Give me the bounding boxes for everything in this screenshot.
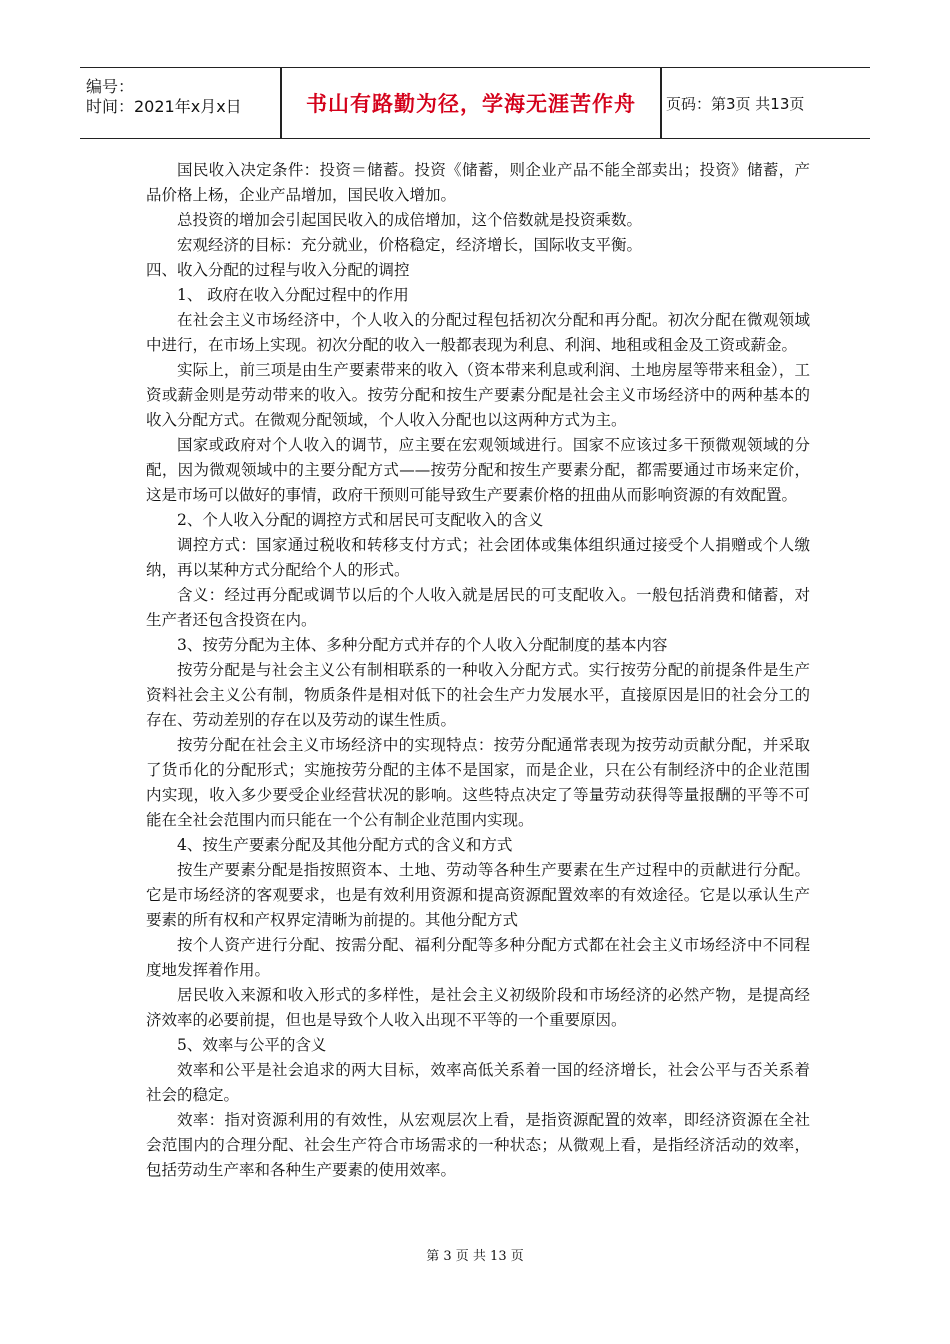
header-meta bbox=[80, 68, 280, 138]
paragraph: 调控方式：国家通过税收和转移支付方式；社会团体或集体组织通过接受个人捐赠或个人缴纳，再以某种方式分配给个人的形式。 bbox=[146, 536, 810, 579]
page-header bbox=[80, 67, 870, 139]
paragraph: 含义：经过再分配或调节以后的个人收入就是居民的可支配收入。一般包括消费和储蓄，对生产者还包含投资在内。 bbox=[146, 586, 810, 629]
paragraph: 4、按生产要素分配及其他分配方式的含义和方式 bbox=[177, 836, 513, 854]
header-motto: 书山有路勤为径，学海无涯苦作舟 bbox=[306, 92, 636, 116]
paragraph: 3、按劳分配为主体、多种分配方式并存的个人收入分配制度的基本内容 bbox=[177, 636, 668, 654]
paragraph: 按生产要素分配是指按照资本、土地、劳动等各种生产要素在生产过程中的贡献进行分配。它是市场经济的客观要求，也是有效利用资源和提高资源配置效率的有效途径。它是以承认生产要素的所有权和产权界定清晰为前提的。其他分配方式 bbox=[146, 861, 810, 929]
paragraph: 按劳分配是与社会主义公有制相联系的一种收入分配方式。实行按劳分配的前提条件是生产资料社会主义公有制，物质条件是相对低下的社会生产力发展水平，直接原因是旧的社会分工的存在、劳动差别的存在以及劳动的谋生性质。 bbox=[146, 661, 810, 729]
paragraph: 国民收入决定条件：投资＝储蓄。投资《储蓄，则企业产品不能全部卖出；投资》储蓄，产品价格上杨，企业产品增加，国民收入增加。 bbox=[146, 161, 810, 204]
paragraph: 宏观经济的目标：充分就业，价格稳定，经济增长，国际收支平衡。 bbox=[177, 236, 643, 254]
paragraph: 按劳分配在社会主义市场经济中的实现特点：按劳分配通常表现为按劳动贡献分配，并采取了货币化的分配形式；实施按劳分配的主体不是国家，而是企业，只在公有制经济中的企业范围内实现，收入多少要受企业经营状况的影响。这些特点决定了等量劳动获得等量报酬的平等不可能在全社会范围内而只能在一个公有制企业范围内实现。 bbox=[146, 736, 810, 829]
paragraph: 总投资的增加会引起国民收入的成倍增加，这个倍数就是投资乘数。 bbox=[177, 211, 643, 229]
paragraph: 四、收入分配的过程与收入分配的调控 bbox=[146, 261, 410, 279]
paragraph: 效率：指对资源利用的有效性，从宏观层次上看，是指资源配置的效率，即经济资源在全社会范围内的合理分配、社会生产符合市场需求的一种状态；从微观上看，是指经济活动的效率，包括劳动生产率和各种生产要素的使用效率。 bbox=[146, 1111, 810, 1179]
document-body bbox=[146, 158, 810, 1183]
document-number-label: 编号： bbox=[86, 77, 135, 96]
header-page-info: 页码：第3页 共13页 bbox=[666, 94, 805, 113]
document-date: 时间：2021年x月x日 bbox=[86, 97, 242, 116]
page-footer: 第 3 页 共 13 页 bbox=[426, 1249, 524, 1264]
paragraph: 按个人资产进行分配、按需分配、福利分配等多种分配方式都在社会主义市场经济中不同程度地发挥着作用。 bbox=[146, 936, 810, 979]
paragraph: 居民收入来源和收入形式的多样性，是社会主义初级阶段和市场经济的必然产物，是提高经济效率的必要前提，但也是导致个人收入出现不平等的一个重要原因。 bbox=[146, 986, 810, 1029]
paragraph: 2、个人收入分配的调控方式和居民可支配收入的含义 bbox=[177, 511, 544, 529]
paragraph: 在社会主义市场经济中，个人收入的分配过程包括初次分配和再分配。初次分配在微观领域中进行，在市场上实现。初次分配的收入一般都表现为利息、利润、地租或租金及工资或薪金。 bbox=[146, 311, 810, 354]
paragraph: 5、效率与公平的含义 bbox=[177, 1036, 327, 1054]
paragraph: 实际上，前三项是由生产要素带来的收入（资本带来利息或利润、土地房屋等带来租金），工资或薪金则是劳动带来的收入。按劳分配和按生产要素分配是社会主义市场经济中的两种基本的收入分配方式。在微观分配领域，个人收入分配也以这两种方式为主。 bbox=[146, 361, 810, 429]
paragraph: 国家或政府对个人收入的调节，应主要在宏观领域进行。国家不应该过多干预微观领域的分配，因为微观领域中的主要分配方式——按劳分配和按生产要素分配，都需要通过市场来定价，这是市场可以做好的事情，政府干预则可能导致生产要素价格的扭曲从而影响资源的有效配置。 bbox=[146, 436, 810, 504]
paragraph: 效率和公平是社会追求的两大目标，效率高低关系着一国的经济增长，社会公平与否关系着社会的稳定。 bbox=[146, 1061, 810, 1104]
paragraph: 1、 政府在收入分配过程中的作用 bbox=[177, 286, 409, 304]
